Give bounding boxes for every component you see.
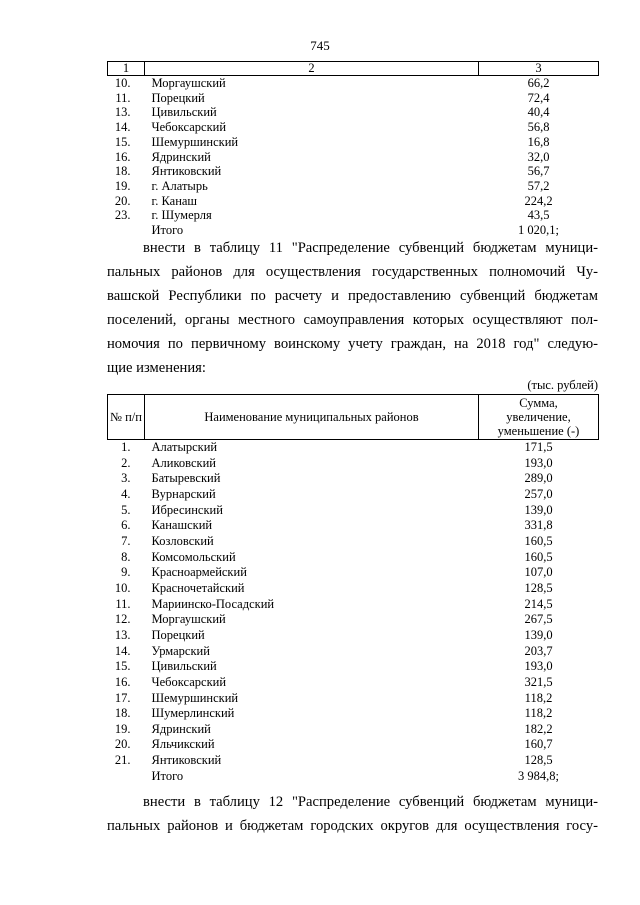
amount-value: 139,0 (524, 502, 553, 517)
row-number: 7. (121, 533, 131, 548)
paragraph-table-12 (107, 790, 598, 838)
amount-value: 3 984,8; (518, 768, 559, 783)
row-number: 19. (114, 178, 131, 193)
table-row (108, 753, 599, 769)
district-name: Моргаушский (151, 612, 226, 627)
table-row (108, 675, 599, 691)
paragraph-line: поселений, органы местного самоуправления которых осуществляют пол- (107, 312, 598, 328)
table-row (108, 612, 599, 628)
district-name: Цивильский (151, 659, 217, 674)
table-header-row (108, 62, 599, 76)
table-subventions-part (107, 61, 599, 238)
table-row (108, 628, 599, 644)
district-name: Шемуршинский (151, 690, 239, 705)
row-number: 13. (114, 105, 131, 120)
row-number: 16. (114, 674, 131, 689)
paragraph-line: внести в таблицу 11 "Распределение субвенций бюджетам муници- (143, 240, 598, 256)
amount-value: 171,5 (524, 440, 553, 454)
paragraph-line: внести в таблицу 12 "Распределение субвенций бюджетам муници- (143, 794, 598, 810)
amount-value: 224,2 (524, 193, 553, 208)
table-row (108, 164, 599, 179)
amount-value: 16,8 (527, 134, 550, 149)
table-row (108, 769, 599, 785)
table-row (108, 471, 599, 487)
district-name: Вурнарский (151, 486, 216, 501)
paragraph-line: пальных районов и бюджетам городских округов для осуществления госу- (107, 818, 598, 834)
amount-value: 321,5 (524, 674, 553, 689)
row-number: 5. (121, 502, 131, 517)
table-row (108, 105, 599, 120)
district-name: Ядринский (151, 721, 211, 736)
row-number: 14. (114, 120, 131, 135)
district-name: Янтиковский (151, 753, 222, 768)
column-header: 1 (108, 62, 145, 76)
row-number: 11. (115, 596, 131, 611)
row-number: 20. (114, 193, 131, 208)
district-name: Моргаушский (151, 76, 226, 90)
district-name: Красночетайский (151, 580, 245, 595)
row-number: 14. (114, 643, 131, 658)
table-row (108, 659, 599, 675)
amount-value: 107,0 (524, 565, 553, 580)
amount-value: 160,5 (524, 549, 553, 564)
column-header-name: Наименование муниципальных районов (145, 395, 479, 440)
row-number: 13. (114, 627, 131, 642)
district-name: Цивильский (151, 105, 217, 120)
district-name: Канашский (151, 518, 213, 533)
amount-value: 214,5 (524, 596, 553, 611)
amount-value: 128,5 (524, 753, 553, 768)
amount-value: 289,0 (524, 471, 553, 486)
district-name: Чебоксарский (151, 674, 227, 689)
table-row (108, 456, 599, 472)
row-number: 10. (114, 76, 131, 90)
table-row (108, 120, 599, 135)
row-number: 3. (121, 471, 131, 486)
district-name: Красноармейский (151, 565, 247, 580)
table-row (108, 440, 599, 456)
table-row (108, 503, 599, 519)
table-row (108, 565, 599, 581)
district-name: г. Алатырь (151, 178, 208, 193)
amount-value: 267,5 (524, 612, 553, 627)
district-name: Аликовский (151, 455, 216, 470)
paragraph-line: вашской Республики по расчету и предоставлению субвенций бюджетам (107, 288, 598, 304)
table-row (108, 550, 599, 566)
district-name: Батыревский (151, 471, 221, 486)
table-row (108, 581, 599, 597)
table-row (108, 194, 599, 209)
table-row (108, 150, 599, 165)
row-number: 15. (114, 134, 131, 149)
amount-value: 32,0 (527, 149, 550, 164)
row-number: 6. (121, 518, 131, 533)
district-name: Алатырский (151, 440, 218, 454)
amount-value: 182,2 (524, 721, 553, 736)
amount-value: 139,0 (524, 627, 553, 642)
district-name: Итого (151, 768, 184, 783)
amount-value: 72,4 (527, 90, 550, 105)
district-name: Ибресинский (151, 502, 223, 517)
table-row (108, 76, 599, 91)
paragraph-line: щие изменения: (107, 360, 206, 376)
page-number: 745 (310, 38, 330, 53)
table-row (108, 737, 599, 753)
column-header-sum (479, 395, 599, 440)
row-number: 9. (121, 565, 131, 580)
district-name: г. Шумерля (151, 208, 212, 223)
district-name: Козловский (151, 533, 214, 548)
district-name: Порецкий (151, 90, 205, 105)
table-row (108, 179, 599, 194)
amount-value: 1 020,1; (518, 223, 559, 238)
amount-value: 128,5 (524, 580, 553, 595)
row-number: 15. (114, 659, 131, 674)
district-name: Янтиковский (151, 164, 222, 179)
row-number: 20. (114, 737, 131, 752)
amount-value: 118,2 (524, 706, 553, 721)
row-number: 16. (114, 149, 131, 164)
district-name: Итого (151, 223, 184, 238)
row-number: 21. (114, 753, 131, 768)
row-number: 23. (114, 208, 131, 223)
row-number (108, 769, 145, 785)
row-number: 17. (114, 690, 131, 705)
header-sum-line: Сумма, (519, 396, 558, 410)
table-row (108, 135, 599, 150)
table-row (108, 644, 599, 660)
row-number: 12. (114, 612, 131, 627)
amount-value: 57,2 (527, 178, 550, 193)
district-name: Яльчикский (151, 737, 215, 752)
amount-value: 193,0 (524, 659, 553, 674)
district-name: Порецкий (151, 627, 205, 642)
amount-value: 193,0 (524, 455, 553, 470)
district-name: Урмарский (151, 643, 210, 658)
district-name: Шемуршинский (151, 134, 239, 149)
district-name: Ядринский (151, 149, 211, 164)
amount-value: 331,8 (524, 518, 553, 533)
district-name: г. Канаш (151, 193, 198, 208)
district-name: Чебоксарский (151, 120, 227, 135)
header-sum-line: увеличение, (506, 410, 571, 424)
row-number: 8. (121, 549, 131, 564)
paragraph-line: пальных районов для осуществления государственных полномочий Чу- (107, 264, 598, 280)
row-number: 10. (114, 580, 131, 595)
table-row (108, 722, 599, 738)
district-name: Комсомольский (151, 549, 236, 564)
column-header: 3 (479, 62, 599, 76)
amount-value: 160,7 (524, 737, 553, 752)
row-number: 1. (121, 440, 131, 454)
row-number: 18. (114, 164, 131, 179)
amount-value: 43,5 (527, 208, 550, 223)
paragraph-table-11 (107, 236, 598, 380)
table-row (108, 691, 599, 707)
header-sum-line: уменьшение (-) (497, 424, 580, 438)
column-header-number: № п/п (108, 395, 145, 440)
table-row (108, 597, 599, 613)
row-number: 19. (114, 721, 131, 736)
amount-value: 160,5 (524, 533, 553, 548)
row-number: 11. (115, 90, 131, 105)
amount-value: 203,7 (524, 643, 553, 658)
row-number: 4. (121, 486, 131, 501)
table-military-registration-subventions (107, 394, 599, 784)
table-row (108, 487, 599, 503)
row-number: 2. (121, 455, 131, 470)
table-row (108, 208, 599, 223)
table-row (108, 706, 599, 722)
table-row (108, 91, 599, 106)
column-header: 2 (145, 62, 479, 76)
table-header-row (108, 395, 599, 440)
paragraph-line: номочия по первичному воинскому учету граждан, на 2018 год" следую- (107, 336, 598, 352)
amount-value: 56,8 (527, 120, 550, 135)
table-row (108, 518, 599, 534)
amount-value: 56,7 (527, 164, 550, 179)
unit-label: (тыс. рублей) (527, 378, 598, 392)
district-name: Мариинско-Посадский (151, 596, 275, 611)
amount-value: 118,2 (524, 690, 553, 705)
amount-value: 66,2 (527, 76, 550, 90)
row-number: 18. (114, 706, 131, 721)
amount-value: 40,4 (527, 105, 550, 120)
amount-value: 257,0 (524, 486, 553, 501)
table-row (108, 534, 599, 550)
district-name: Шумерлинский (151, 706, 235, 721)
